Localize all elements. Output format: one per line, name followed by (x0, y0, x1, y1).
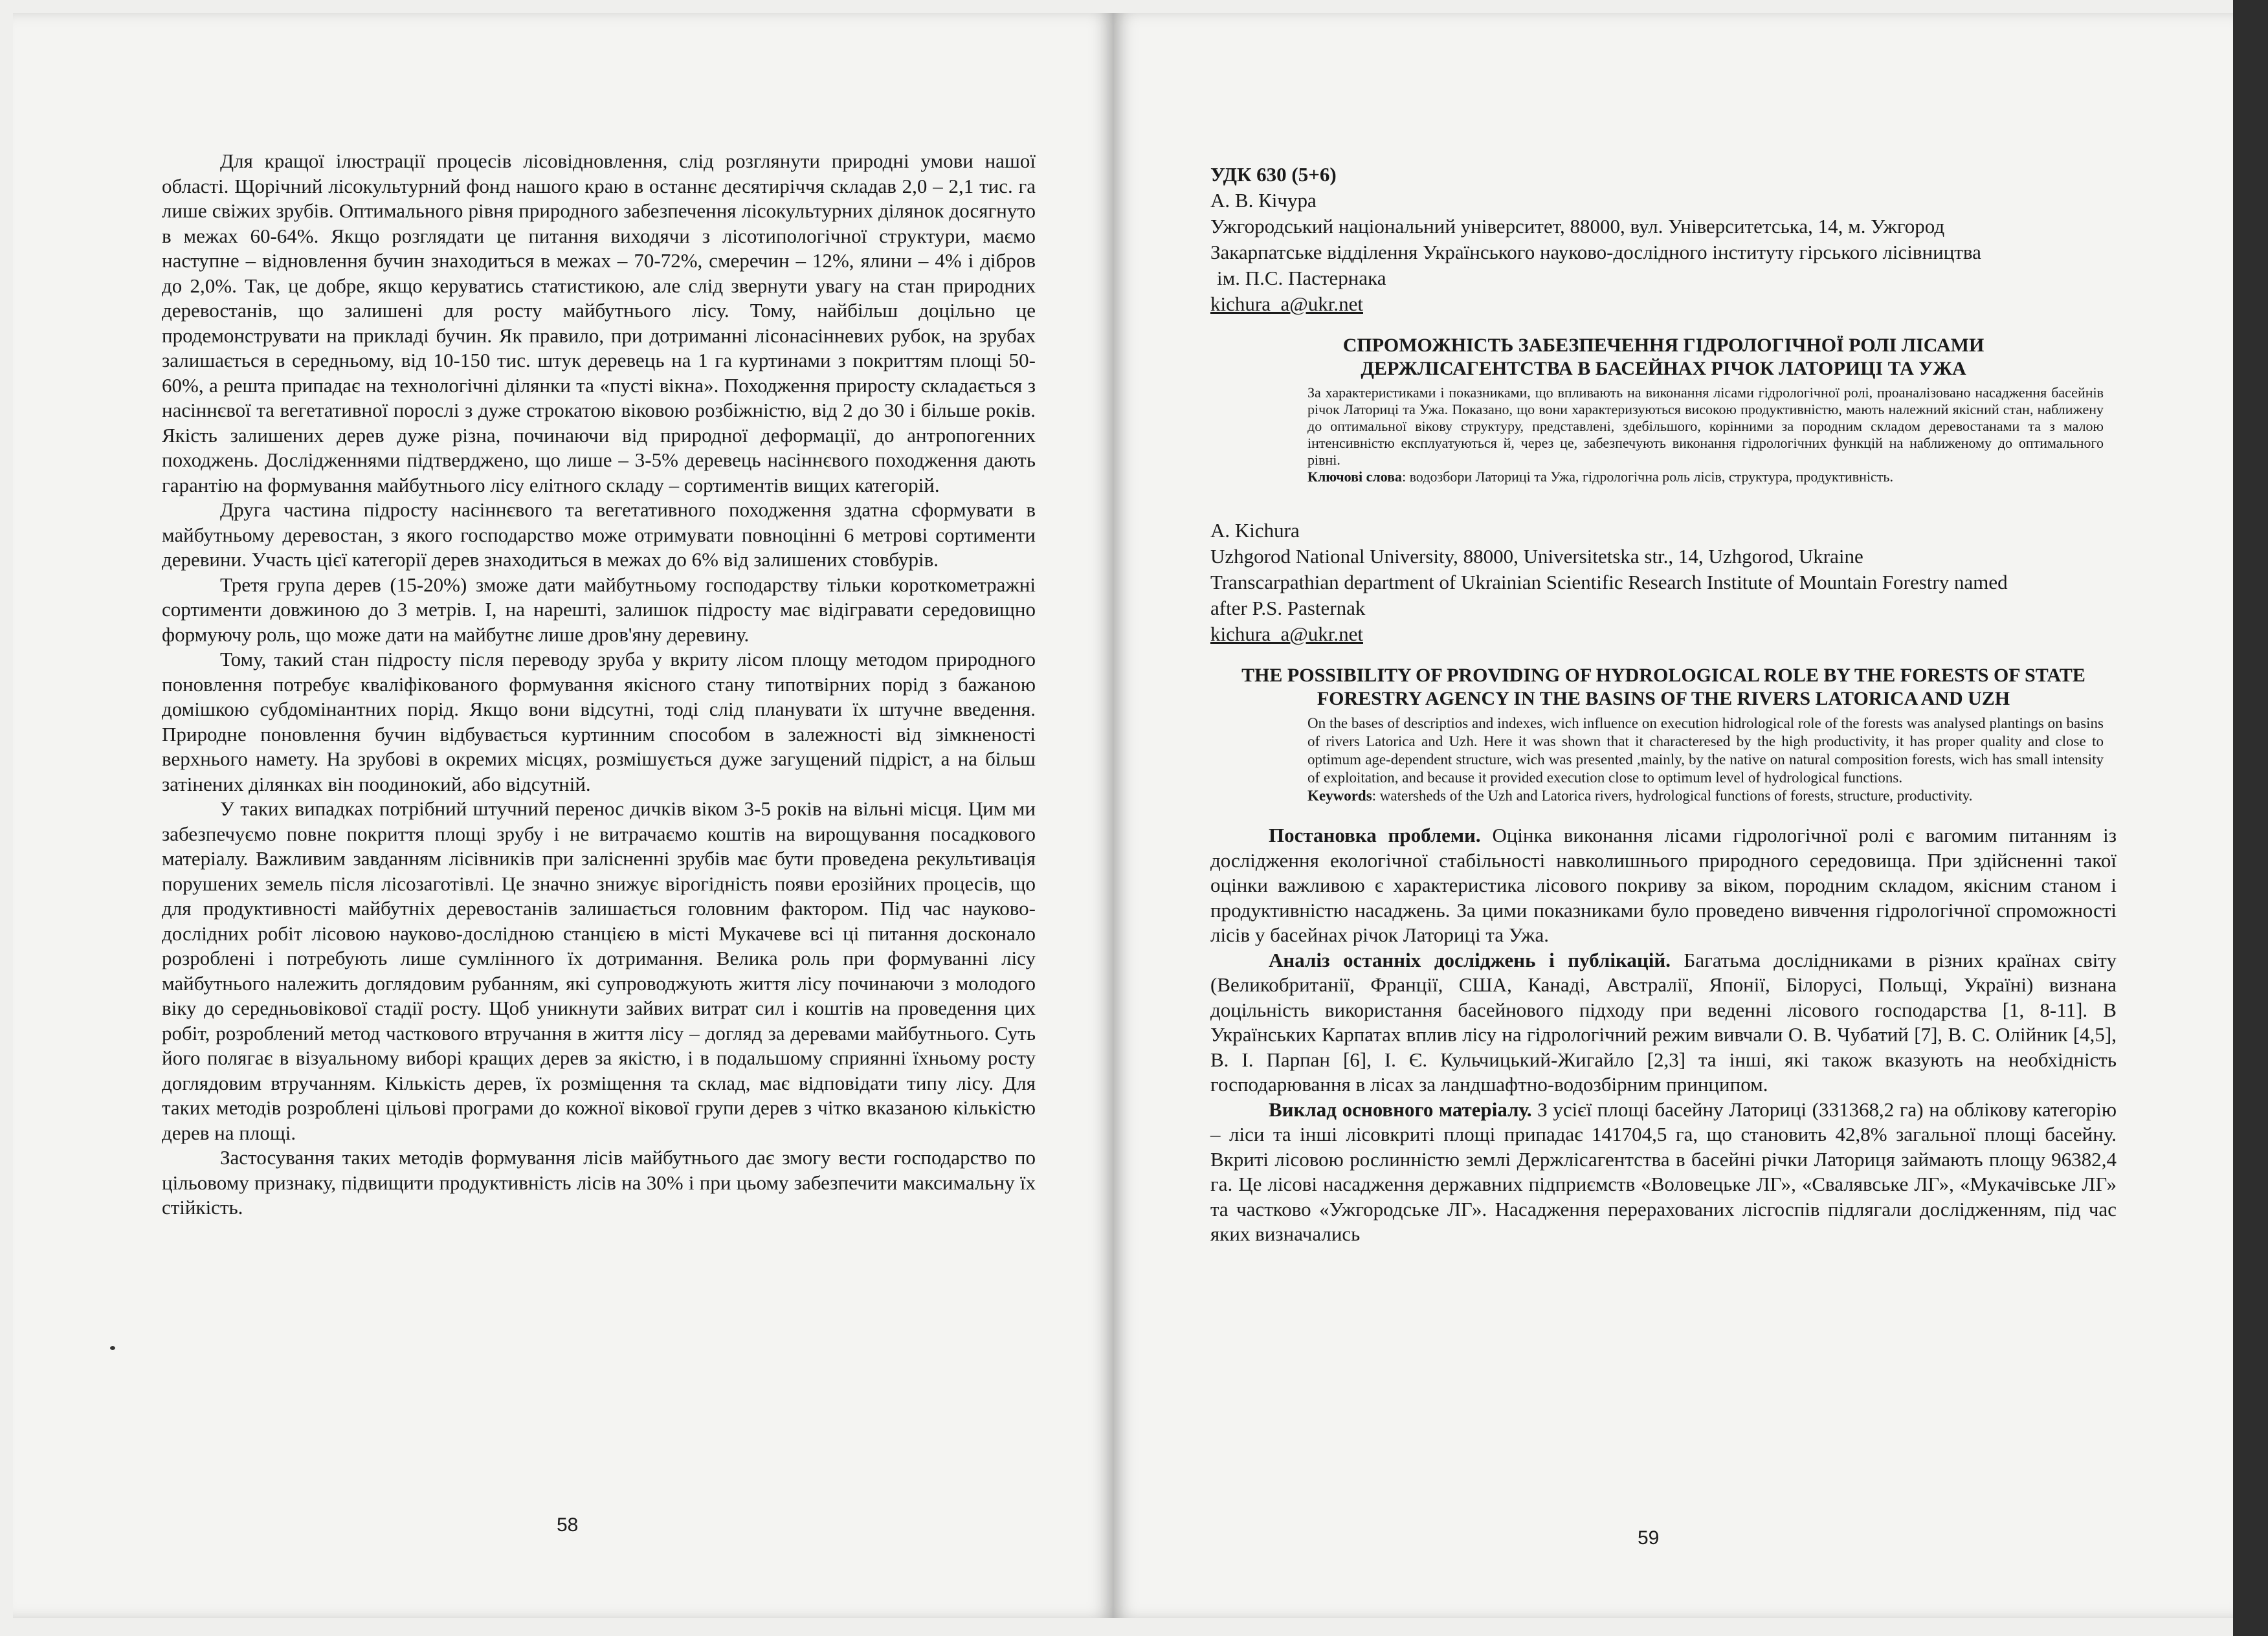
keywords-en (1307, 787, 2104, 805)
left-page-body (162, 149, 1036, 1221)
right-page (1113, 13, 2233, 1618)
scanner-edge (2233, 0, 2268, 1636)
right-page-body (1210, 162, 2117, 1247)
section-main (1210, 1098, 2117, 1247)
section-heading: Виклад основного матеріалу. (1269, 1098, 1532, 1121)
paragraph: Застосування таких методів формування лісів майбутнього дає змогу вести господарство по цільовому признаку, підвищити продуктивність лісів на 30% і при цьому забезпечити максимальну їх стійкість. (162, 1146, 1036, 1219)
keywords-label: Ключові слова (1307, 469, 1403, 485)
email-link-ua[interactable]: kichura_a@ukr.net (1210, 293, 1363, 315)
author-ua: А. В. Кічура (1210, 189, 1317, 212)
section-review (1210, 948, 2117, 1098)
keywords-label: Keywords (1307, 788, 1372, 804)
affiliation-en: Transcarpathian department of Ukrainian Scientific Research Institute of Mountain Forestry named (1210, 571, 2008, 593)
author-en: A. Kichura (1210, 519, 1300, 542)
section-problem (1210, 823, 2117, 948)
paragraph: Для кращої ілюстрації процесів лісовідновлення, слід розглянути природні умови нашої області. Щорічний лісокультурний фонд нашого краю в останнє десятиріччя складав 2,0 – 2,1 тис. га лише свіжих зрубів. Оптимального рівня природного забезпечення лісокультурних ділянок досягнуто в межах 60-64%. Якщо розглядати це питання виходячи з лісотипологічної структури, маємо наступне – відновлення бучин знаходиться в межах – 70-72%, смеречин – 12%, ялини – 4% і дібров до 2,0%. Так, це добре, якщо керуватись статистикою, але слід звернути увагу на стан природних деревостанів, що залишені для росту майбутнього лісу. Тому, найбільш доцільно це продемонструвати на прикладі бучин. Як правило, при дотриманні лісонасінневих рубок, на зрубах залишається в середньому, від 10-150 тис. штук деревець на 1 га куртинами з покриттям площі 50-60%, а решта припадає на технологічні ділянки та «пусті вікна». Походження приросту складається з насіннєвої та вегетативної порослі з дуже строкатою віковою розбіжністю, від 2 до 30 і більше років. Якість залишених дерев дуже різна, починаючи від природної деформації, до антропогенних походжень. Дослідженнями підтверджено, що лише – 3-5% деревець насіннєвого походження дають гарантію на формування майбутнього лісу елітного складу – сортиментів вищих категорій. (162, 149, 1036, 496)
title-ua: СПРОМОЖНІСТЬ ЗАБЕЗПЕЧЕННЯ ГІДРОЛОГІЧНОЇ РОЛІ ЛІСАМИ ДЕРЖЛІСАГЕНТСТВА В БАСЕЙНАХ РІЧОК ЛАТОРИЦІ ТА УЖА (1342, 335, 1984, 379)
paragraph: У таких випадках потрібний штучний перенос дичків віком 3-5 років на вільні місця. Цим ми забезпечуємо повне покриття площі зрубу і не витрачаємо коштів на вирощування посадкового матеріалу. Важливим завданням лісівників при залісненні зрубів має бути проведена рекультивація порушених земель після лісозаготівлі. Це значно знижує вірогідність появи ерозійних процесів, що для продуктивності майбутніх деревостанів залишається головним фактором. Під час науково-дослідних робіт лісовою науково-дослідною станцією в місті Мукачеве всі ці питання досконало розроблені і потребують лише сумлінного їх дотримання. Велика роль при формуванні лісу майбутнього належить доглядовим рубанням, які супроводжують життя лісу починаючи з молодого віку до середньовікової стадії росту. Щоб уникнути зайвих витрат сил і коштів на проведення цих робіт, розроблений метод часткового втручання в життя лісу – догляд за деревами майбутнього. Суть його полягає в візуальному виборі кращих дерев за якістю, і в подальшому сприянні їхньому росту доглядовим втручанням. Кількість дерев, їх розміщення та склад, має відповідати типу лісу. Для таких методів розроблені цільові програми до кожної вікової групи дерев з чітко вказаною кількістю дерев на площі. (162, 797, 1036, 1144)
section-text: Оцінка виконання лісами гідрологічної ролі є вагомим питанням із дослідження екологічної стабільності навколишнього природного середовища. При здійсненні такої оцінки важливою є характеристика лісового покриву за віком, породним складом, якісним станом і продуктивністю насаджень. За цими показниками було проведено вивчення гідрологічної спроможності лісів у басейнах річок Латориці та Ужа. (1210, 824, 2117, 946)
page-number: 58 (557, 1514, 579, 1536)
keywords-ua (1307, 469, 2104, 485)
affiliation-ua: ім. П.С. Пастернака (1217, 267, 1386, 289)
section-heading: Постановка проблеми. (1269, 824, 1481, 846)
section-heading: Аналіз останніх досліджень і публікацій. (1269, 948, 1671, 971)
paragraph: Третя група дерев (15-20%) зможе дати майбутньому господарству тільки короткометражні сортименти довжиною до 3 метрів. І, на нарешті, залишок підросту має відігравати середовищно формуючу роль, що може дати на майбутнє лише дров'яну деревину. (162, 573, 1036, 646)
keywords-text: : водозбори Латориці та Ужа, гідрологічна роль лісів, структура, продуктивність. (1402, 469, 1893, 485)
abstract-en: On the bases of descriptios and indexes, wich influence on execution hidrological role of the forests was analysed plantings on basins of rivers Latorica and Uzh. Here it was shown that it characteresed by the high productivity, it has proper quality and close to optimum age-dependent structure, wich was presented ,mainly, by the native on natural composition forests, wich has small intensity of exploitation, and because it provided execution close to optimum level of hydrological functions. (1307, 715, 2104, 786)
ink-speck (110, 1346, 115, 1350)
section-text: З усієї площі басейну Латориці (331368,2 га) на облікову категорію – ліси та інші лісовкриті площі припадає 141704,5 га, що становить 42,8% загальної площі басейну. Вкриті лісовою рослинністю землі Держлісагентства в басейні річки Латориця займають площу 96382,4 га. Це лісові насадження державних підприємств «Воловецьке ЛГ», «Свалявське ЛГ», «Мукачівське ЛГ» та частково «Ужгородське ЛГ». Насадження перерахованих лісгоспів підлягали дослідженням, під час яких визначались (1210, 1098, 2117, 1245)
paragraph: Друга частина підросту насіннєвого та вегетативного походження здатна сформувати в майбутньому деревостан, з якого господарство може отримувати повноцінні 6 метрові сортименти деревини. Участь цієї категорії дерев знаходиться в межах до 6% від залишених стовбурів. (162, 498, 1036, 571)
section-text: Багатьма дослідниками в різних країнах світу (Великобританії, Франції, США, Канаді, Австралії, Японії, Білорусі, Польщі, Україні) визнана доцільність використання басейнового підходу при веденні лісового господарства [1, 8-11]. В Українських Карпатах вплив лісу на гідрологічний режим вивчали О. В. Чубатий [7], В. С. Олійник [4,5], В. І. Парпан [6], І. Є. Кульчицький-Жигайло [2,3] та інші, які також вказують на необхідність господарювання в лісах за ландшафтно-водозбірним принципом. (1210, 948, 2117, 1096)
affiliation-en: after P.S. Pasternak (1210, 597, 1366, 619)
page-number: 59 (1638, 1527, 1660, 1549)
title-en: THE POSSIBILITY OF PROVIDING OF HYDROLOGICAL ROLE BY THE FORESTS OF STATE FORESTRY AGENCY IN THE BASINS OF THE RIVERS LATORICA AND UZH (1241, 665, 2085, 709)
affiliation-ua: Закарпатське відділення Українського науково-дослідного інституту гірського лісівництва (1210, 241, 1981, 263)
affiliation-ua: Ужгородський національний університет, 88000, вул. Університетська, 14, м. Ужгород (1210, 215, 1945, 238)
keywords-text: : watersheds of the Uzh and Latorica rivers, hydrological functions of forests, structure, productivity. (1372, 788, 1973, 804)
left-page (13, 13, 1113, 1618)
paragraph: Тому, такий стан підросту після переводу зруба у вкриту лісом площу методом природного поновлення потребує кваліфікованого формування якісного стану типотвірних порід з бажаною домішкою субдомінантних порід. Якщо вони відсутні, тоді слід планувати їх штучне введення. Природне поновлення бучин відбувається куртинним способом в залежності від зімкненості верхнього намету. На зрубові в окремих місцях, розмішується дуже загущений підріст, а на більш затінених ділянках він поодинокий, або відсутній. (162, 648, 1036, 795)
udk-code: УДК 630 (5+6) (1210, 163, 1337, 186)
affiliation-en: Uzhgorod National University, 88000, Universitetska str., 14, Uzhgorod, Ukraine (1210, 545, 1863, 568)
abstract-ua: За характеристиками і показниками, що впливають на виконання лісами гідрологічної ролі, проаналізовано насадження басейнів річок Латориці та Ужа. Показано, що вони характеризуються високою продуктивністю, мають належний якісний стан, наближену до оптимальної вікову структуру, представлені, здебільшого, корінними за породним складом деревостанами та з малою інтенсивністю експлуатуються й, через це, забезпечують виконання гідрологічних функцій на наближеному до оптимального рівні. (1307, 384, 2104, 468)
email-link-en[interactable]: kichura_a@ukr.net (1210, 623, 1363, 645)
